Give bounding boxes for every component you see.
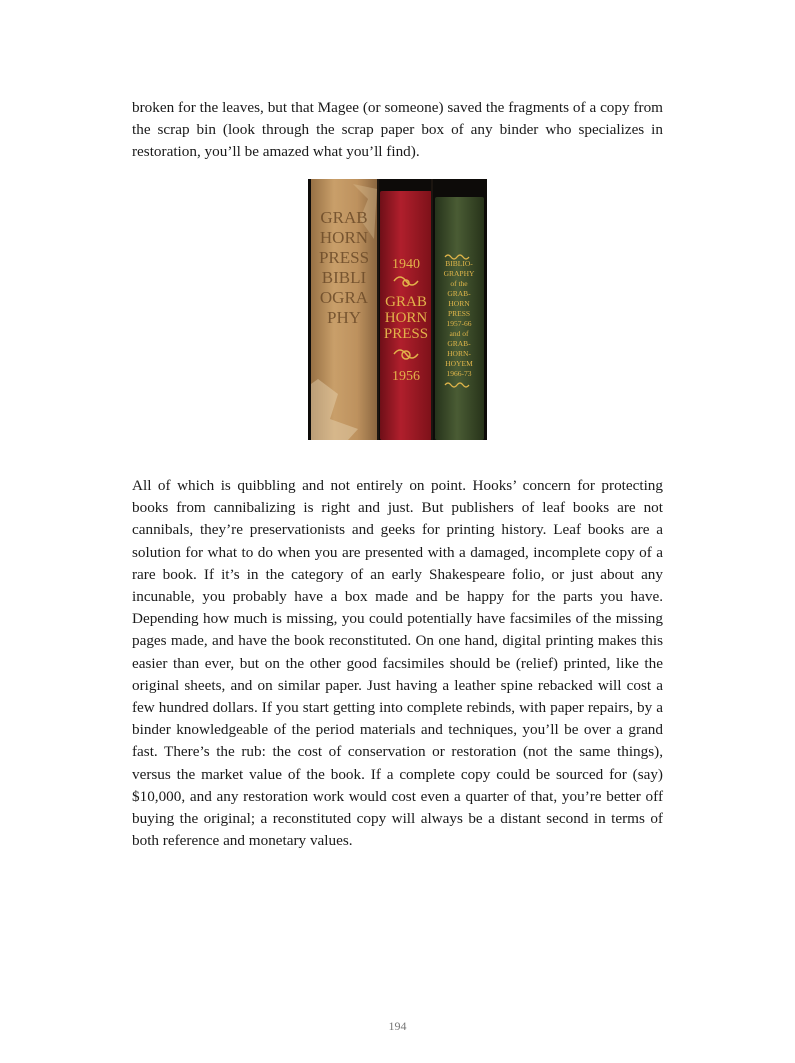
spine-middle-year-bottom: 1956 — [392, 369, 420, 384]
spine-middle-title-line: GRAB — [385, 294, 427, 310]
spine-right-line: 1957-66 — [446, 319, 472, 328]
paragraph-intro: broken for the leaves, but that Magee (or someone) saved the fragments of a copy from the scrap bin (look through the scrap paper box of any binder who specializes in restoration, you’ll be amazed what you’ll find). — [132, 99, 663, 161]
spine-right-line: GRAB- — [447, 289, 471, 298]
spine-middle-year-top: 1940 — [392, 257, 420, 272]
spine-left-line: HORN — [319, 228, 369, 247]
spine-right-line: HORN- — [447, 349, 471, 358]
spine-left-line: OGRA — [319, 288, 369, 307]
spine-right-line: HORN — [448, 299, 470, 308]
spine-left-line: PRESS — [318, 248, 370, 267]
book-spines-photo — [308, 179, 487, 440]
spine-right-line: HOYEM — [445, 359, 473, 368]
spine-right-line: GRAB- — [447, 339, 471, 348]
spine-left-line: BIBLI — [321, 268, 367, 287]
spine-right-line: PRESS — [447, 309, 471, 318]
spine-left-line: PHY — [326, 308, 362, 327]
spine-right-line: BIBLIO- — [445, 259, 473, 268]
spine-right-line: 1966-73 — [446, 369, 472, 378]
spine-middle-title-line: HORN — [384, 310, 428, 326]
spine-left-line: GRAB — [320, 208, 368, 227]
spine-middle-title-line: PRESS — [383, 326, 429, 342]
spine-right-line: GRAPHY — [443, 269, 475, 278]
page-number: 194 — [388, 1019, 407, 1033]
spine-right-line: and of — [449, 329, 469, 338]
spine-right-line: of the — [450, 279, 468, 288]
paragraph-main: All of which is quibbling and not entirely on point. Hooks’ concern for protecting books from cannibalizing is right and just. But publishers of leaf books are not cannibals, they’re preservationists and geeks for printing history. Leaf books are a solution for what to do when you are presented with a damaged, incomplete copy of a rare book. If it’s in the category of an early Shakespeare folio, or just about any incunable, you probably have a box made and be happy for the parts you have. Depending how much is missing, you could potentially have facsimiles of the missing pages made, and have the book reconstituted. On one hand, digital printing makes this easier than ever, but on the other good facsimiles should be (relief) printed, like the original sheets, and on similar paper. Just having a leather spine rebacked will cost a few hundred dollars. If you start getting into complete rebinds, with paper repairs, by a binder knowledgeable of the period materials and techniques, you’ll be over a grand fast. There’s the rub: the cost of conservation or restoration (not the same things), versus the market value of the book. If a complete copy could be sourced for (say) $10,000, and any restoration work would cost even a quarter of that, you’re better off buying the original; a reconstituted copy will always be a distant second in terms of both reference and monetary values. — [132, 477, 663, 850]
